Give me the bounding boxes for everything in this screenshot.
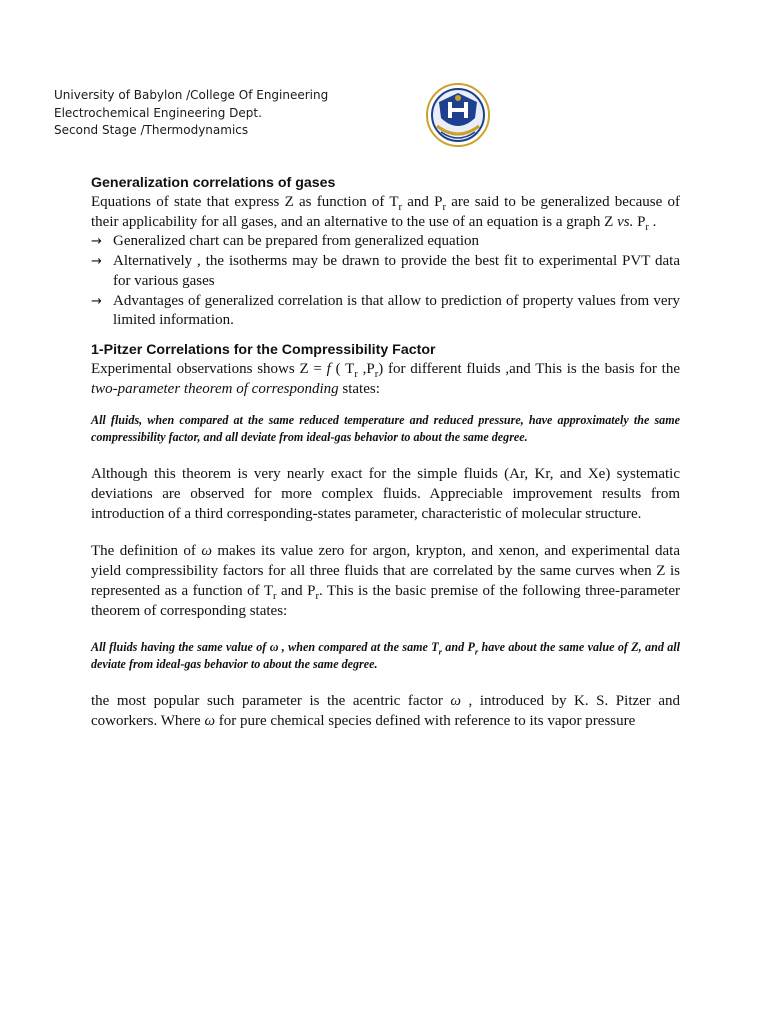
arrow-bullet-icon: → xyxy=(91,254,102,270)
three-parameter-theorem-quote: All fluids having the same value of ω , when compared at the same $T_r$ and $P_r$ have about the same value of Z, and all deviate from ideal-gas behavior to about the same degree. xyxy=(91,640,680,671)
document-body xyxy=(91,174,680,732)
omega-definition-paragraph: The definition of ω makes its value zero for argon, krypton, and xenon, and experimental data yield compressibility factors for all three fluids that are correlated by the same curves when Z is represented as a function of $T_r$ and $P_r$. This is the basic premise of the following three-parameter theorem of corresponding states: xyxy=(91,543,681,619)
omega-symbol: ω xyxy=(201,543,212,560)
section-heading-generalization: Generalization correlations of gases xyxy=(91,175,336,191)
university-logo xyxy=(425,82,491,148)
omega-symbol: ω xyxy=(204,712,216,729)
header-department: Electrochemical Engineering Dept. xyxy=(54,105,262,120)
omega-symbol: ω xyxy=(450,693,461,710)
header-course: Second Stage /Thermodynamics xyxy=(54,123,249,137)
arrow-bullet-icon: → xyxy=(91,293,102,309)
pitzer-intro-paragraph: Experimental observations shows Z = f ( $T_r$ $,P_r$) for different fluids ,and This is the basis for the two-parameter theorem of corresponding states: xyxy=(91,360,681,397)
document-header xyxy=(54,87,384,140)
section-heading-pitzer: 1-Pitzer Correlations for the Compressibility Factor xyxy=(91,341,436,358)
bullet-item: → Alternatively , the isotherms may be drawn to provide the best fit to experimental PVT data for various gases xyxy=(91,252,680,291)
omega-symbol: ω xyxy=(269,640,279,655)
arrow-bullet-icon: → xyxy=(91,234,102,250)
simple-fluids-paragraph: Although this theorem is very nearly exact for the simple fluids (Ar, Kr, and Xe) systematic deviations are observed for more complex fluids. Appreciable improvement results from introduction of a third corresponding-states parameter, characteristic of molecular structure. xyxy=(91,466,680,522)
two-parameter-theorem-quote: All fluids, when compared at the same reduced temperature and reduced pressure, have approximately the same compressibility factor, and all deviate from ideal-gas behavior to about the same degree. xyxy=(91,413,680,444)
bullet-item: → Generalized chart can be prepared from generalized equation xyxy=(91,232,680,252)
intro-paragraph: Equations of state that express Z as function of $T_r$ and $P_r$ are said to be generalized because of their applicability for all gases, and an alternative to the use of an equation is a graph Z vs. $P_r$ . xyxy=(91,194,680,233)
acentric-factor-paragraph: the most popular such parameter is the acentric factor ω , introduced by K. S. Pitzer and coworkers. Where ω for pure chemical species defined with reference to its vapor pressure xyxy=(91,693,680,729)
header-university: University of Babylon /College Of Engineering xyxy=(54,88,329,102)
bullet-item: → Advantages of generalized correlation is that allow to prediction of property values from very limited information. xyxy=(91,292,680,331)
